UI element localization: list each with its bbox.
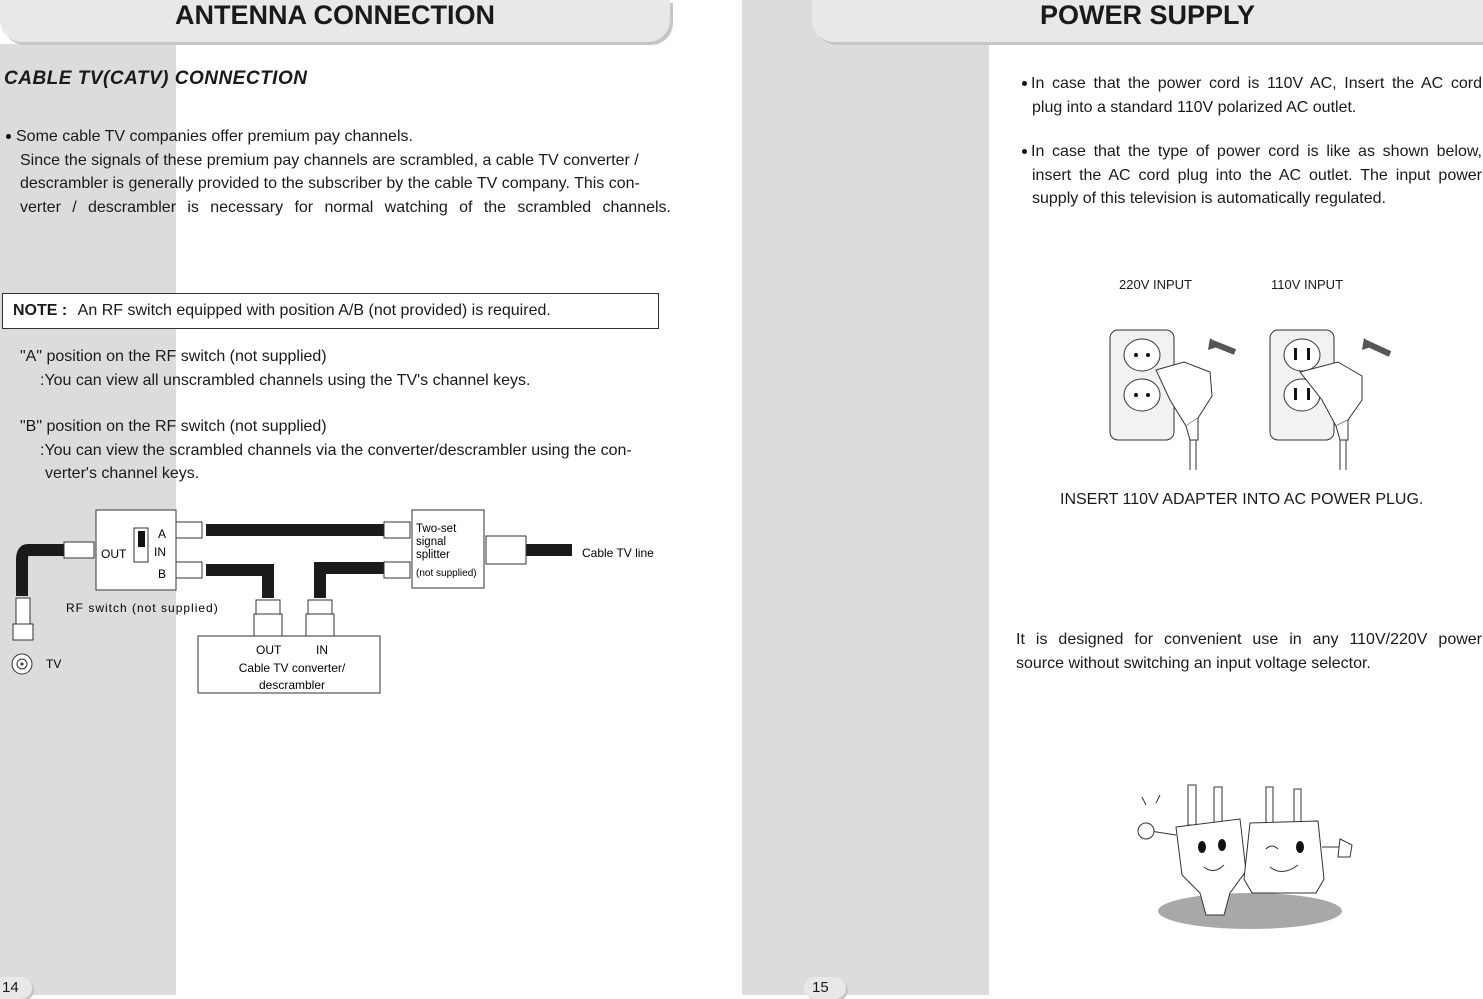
rf-switch-out: OUT — [101, 547, 127, 561]
bullet-icon — [6, 134, 11, 139]
adapter-caption: INSERT 110V ADAPTER INTO AC POWER PLUG. — [1060, 491, 1424, 508]
bullet-icon — [1022, 149, 1027, 154]
right-page-gray-band — [742, 0, 989, 995]
note-text: An RF switch equipped with position A/B (not provided) is required. — [77, 302, 551, 319]
rf-switch-b: B — [158, 567, 167, 581]
tv-connector-icon — [12, 654, 32, 674]
input-110-label: 110V INPUT — [1271, 277, 1344, 292]
position-b-heading: "B" position on the RF switch (not supplied) — [20, 418, 327, 435]
left-page-title: ANTENNA CONNECTION — [0, 0, 670, 42]
converter-line1: Cable TV converter/ — [238, 661, 346, 675]
position-a-desc: :You can view all unscrambled channels using the TV's channel keys. — [40, 371, 531, 389]
rf-switch-a: A — [158, 527, 167, 541]
intro-bullet: Some cable TV companies offer premium pay channels. — [6, 125, 671, 149]
power-bullet-2-line: In case that the type of power cord is like as shown below, — [1022, 140, 1482, 164]
power-bullet-2-line: insert the AC cord plug into the AC outlet. The input power — [1032, 166, 1482, 184]
position-a-heading: "A" position on the RF switch (not supplied) — [20, 348, 327, 365]
right-cartoon-plug-icon — [1244, 787, 1352, 893]
intro-line: Since the signals of these premium pay channels are scrambled, a cable TV converter / — [20, 151, 639, 169]
splitter-line4: (not supplied) — [416, 568, 477, 579]
splitter-line1: Two-set — [416, 523, 457, 535]
outlet-220v-icon — [1110, 330, 1235, 470]
splitter-line2: signal — [416, 536, 447, 548]
right-page-number: 15 — [804, 977, 846, 999]
power-bullet-2 — [1022, 140, 1482, 211]
note-label: NOTE : — [13, 302, 68, 319]
cartoon-plugs-illustration — [1130, 775, 1360, 935]
input-220-label: 220V INPUT — [1119, 277, 1192, 292]
left-page-number: 14 — [0, 977, 32, 999]
note-box — [2, 293, 659, 329]
closing-line: source without switching an input voltage selector. — [1016, 654, 1371, 672]
rf-switch-label: RF switch (not supplied) — [66, 601, 219, 615]
position-b-desc-line2: verter's channel keys. — [45, 465, 200, 482]
power-bullet-2-line: supply of this television is automatically regulated. — [1032, 190, 1386, 207]
closing-paragraph — [1016, 628, 1482, 675]
intro-line: descrambler is generally provided to the subscriber by the cable TV company. This con- — [20, 175, 640, 192]
shadow-ellipse — [1158, 893, 1342, 929]
cable-line-label: Cable TV line — [582, 546, 654, 560]
power-bullet-1-line: In case that the power cord is 110V AC, Insert the AC cord — [1022, 72, 1482, 96]
tv-label: TV — [46, 657, 62, 671]
position-b-desc-line1: :You can view the scrambled channels via the converter/descrambler using the con- — [40, 441, 632, 459]
intro-paragraph — [6, 125, 671, 219]
rf-switch-lever — [138, 531, 145, 547]
converter-line2: descrambler — [258, 678, 326, 692]
left-cartoon-plug-icon — [1138, 785, 1246, 915]
section-heading: CABLE TV(CATV) CONNECTION — [4, 68, 308, 89]
splitter-line3: splitter — [416, 549, 450, 561]
closing-line: It is designed for convenient use in any 110V/220V power — [1016, 631, 1482, 648]
outlet-illustration — [1100, 300, 1400, 480]
outlet-110v-icon — [1270, 330, 1390, 470]
position-a-block — [20, 345, 670, 392]
right-page-title: POWER SUPPLY — [812, 0, 1483, 42]
converter-out: OUT — [256, 643, 282, 657]
bullet-icon — [1022, 81, 1027, 86]
converter-in: IN — [316, 643, 328, 657]
intro-line: verter / descrambler is necessary for normal watching of the scrambled channels. — [20, 198, 671, 216]
rf-switch-in: IN — [154, 545, 166, 559]
position-b-block — [20, 415, 670, 486]
cable-connection-diagram — [0, 500, 680, 700]
power-bullet-1-line: plug into a standard 110V polarized AC outlet. — [1032, 98, 1357, 116]
power-bullet-1 — [1022, 72, 1482, 119]
